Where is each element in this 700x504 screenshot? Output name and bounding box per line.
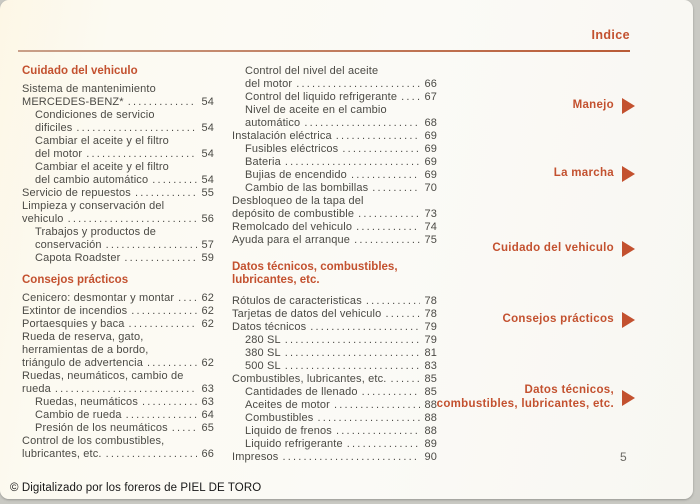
toc-entry-label: Rótulos de caracteristicas (232, 295, 362, 307)
toc-entry (232, 438, 437, 451)
toc-entry-label: Impresos (232, 451, 279, 463)
dot-leader (358, 208, 420, 221)
toc-entry-label: Cantidades de llenado (245, 386, 358, 398)
toc-entry (22, 200, 214, 213)
toc-entry (232, 425, 437, 438)
toc-entry-label: Bujias de encendido (245, 169, 347, 181)
toc-entry (22, 148, 214, 161)
toc-entry (232, 347, 437, 360)
dot-leader (142, 396, 197, 409)
section-tab-la-marcha (554, 166, 635, 182)
dot-leader (356, 221, 420, 234)
section-tab-text: Datos técnicos, combustibles, lubricantes, etc. (436, 384, 614, 410)
toc-entry (22, 109, 214, 122)
section-heading: Cuidado del vehiculo (22, 65, 138, 77)
toc-entry (22, 187, 214, 200)
toc-content (22, 61, 437, 464)
section-tab-text: La marcha (553, 167, 614, 180)
toc-entry (232, 360, 437, 373)
toc-entry-label: Sistema de mantenimiento (22, 83, 156, 95)
dot-leader (126, 409, 197, 422)
toc-entry-page: 54 (201, 122, 214, 134)
toc-entry-label: Cenicero: desmontar y montar (22, 292, 175, 304)
toc-entry-label: del motor (245, 78, 293, 90)
section-heading: Consejos prácticos (22, 274, 129, 286)
section-tab-consejos-pr-cticos (503, 312, 636, 328)
toc-entry (232, 156, 437, 169)
toc-entry-page: 62 (201, 305, 214, 317)
toc-entry (22, 174, 214, 187)
toc-entry (22, 213, 214, 226)
toc-entry-page: 78 (424, 295, 437, 307)
toc-entry-label: Ruedas, neumáticos (35, 396, 138, 408)
arrow-right-icon (622, 166, 635, 182)
toc-entry (22, 344, 214, 357)
toc-entry-label: Desbloqueo de la tapa del (232, 195, 364, 207)
dot-leader (385, 308, 420, 321)
toc-entry-label: Cambiar el aceite y el filtro (35, 135, 169, 147)
toc-entry-page: 74 (424, 221, 437, 233)
toc-entry-page: 65 (201, 422, 214, 434)
toc-entry-label: Ayuda para el arranque (232, 234, 351, 246)
toc-entry (232, 399, 437, 412)
toc-entry-label: Control del liquido refrigerante (245, 91, 398, 103)
toc-entry (22, 161, 214, 174)
toc-entry-label: rueda (22, 383, 51, 395)
toc-entry-label: Control de los combustibles, (22, 435, 165, 447)
dot-leader (129, 318, 197, 331)
toc-entry-page: 69 (424, 130, 437, 142)
toc-entry-label: depósito de combustible (232, 208, 355, 220)
section-tab-cuidado-del-vehiculo (492, 241, 635, 257)
toc-entry-label: 380 SL (245, 347, 281, 359)
dot-leader (310, 321, 420, 334)
toc-entry-label: Combustibles (245, 412, 314, 424)
toc-entry-page: 75 (424, 234, 437, 246)
toc-entry-label: Liquido refrigerante (245, 438, 343, 450)
dot-leader (304, 117, 420, 130)
arrow-right-icon (622, 312, 635, 328)
toc-entry (232, 104, 437, 117)
section-tab-text: Consejos prácticos (502, 313, 614, 326)
toc-entry (22, 331, 214, 344)
toc-entry (22, 383, 214, 396)
toc-entry-page: 63 (201, 396, 214, 408)
toc-entry-page: 90 (424, 451, 437, 463)
toc-entry (22, 252, 214, 265)
watermark-text: © Digitalizado por los foreros de PIEL DE TORO (10, 482, 262, 494)
dot-leader (172, 422, 197, 435)
toc-entry (22, 396, 214, 409)
toc-entry-page: 54 (201, 96, 214, 108)
toc-entry (22, 292, 214, 305)
toc-entry (232, 78, 437, 91)
toc-entry (22, 239, 214, 252)
dot-leader (124, 252, 197, 265)
toc-entry-page: 88 (424, 399, 437, 411)
toc-entry (22, 422, 214, 435)
dot-leader (390, 373, 420, 386)
toc-entry-page: 56 (201, 213, 214, 225)
dot-leader (135, 187, 197, 200)
toc-entry-label: Extintor de incendios (22, 305, 128, 317)
toc-entry-page: 81 (424, 347, 437, 359)
toc-entry (232, 373, 437, 386)
toc-entry-page: 59 (201, 252, 214, 264)
toc-entry (22, 305, 214, 318)
page-title: Indice (591, 28, 630, 42)
dot-leader (131, 305, 197, 318)
dot-leader (147, 357, 197, 370)
toc-entry (22, 96, 214, 109)
toc-entry-label: del cambio automático (35, 174, 149, 186)
toc-entry-page: 62 (201, 357, 214, 369)
dot-leader (336, 425, 420, 438)
dot-leader (401, 91, 420, 104)
toc-entry-label: Combustibles, lubricantes, etc. (232, 373, 387, 385)
toc-entry-label: dificiles (35, 122, 73, 134)
toc-entry-label: 280 SL (245, 334, 281, 346)
toc-entry-page: 62 (201, 318, 214, 330)
dot-leader (351, 169, 420, 182)
dot-leader (347, 438, 420, 451)
page-number: 5 (620, 450, 627, 464)
toc-entry-label: MERCEDES-BENZ* (22, 96, 124, 108)
toc-entry-label: Nivel de aceite en el cambio (245, 104, 387, 116)
toc-entry (232, 130, 437, 143)
toc-entry (232, 169, 437, 182)
dot-leader (68, 213, 197, 226)
section-tab-manejo (573, 98, 635, 114)
toc-entry (232, 208, 437, 221)
dot-leader (362, 386, 420, 399)
toc-entry-page: 69 (424, 143, 437, 155)
toc-entry-page: 64 (201, 409, 214, 421)
toc-entry-page: 78 (424, 308, 437, 320)
dot-leader (354, 234, 420, 247)
dot-leader (285, 360, 420, 373)
toc-entry (22, 448, 214, 461)
toc-entry-label: Tarjetas de datos del vehiculo (232, 308, 382, 320)
toc-entry (22, 122, 214, 135)
toc-entry-label: Cambio de rueda (35, 409, 122, 421)
toc-entry-page: 83 (424, 360, 437, 372)
toc-entry-page: 68 (424, 117, 437, 129)
toc-entry-page: 66 (201, 448, 214, 460)
toc-entry-label: Datos técnicos (232, 321, 307, 333)
toc-entry (22, 318, 214, 331)
section-tab-text: Manejo (572, 99, 614, 112)
toc-column-left (22, 61, 214, 464)
toc-entry (232, 412, 437, 425)
arrow-right-icon (622, 98, 635, 114)
dot-leader (336, 130, 420, 143)
dot-leader (55, 383, 197, 396)
toc-entry (232, 334, 437, 347)
toc-entry-page: 54 (201, 148, 214, 160)
toc-entry-label: Portaesquies y baca (22, 318, 125, 330)
toc-entry-label: herramientas de a bordo, (22, 344, 149, 356)
dot-leader (76, 122, 197, 135)
toc-entry-page: 55 (201, 187, 214, 199)
toc-entry-page: 89 (424, 438, 437, 450)
dot-leader (366, 295, 420, 308)
toc-entry (232, 117, 437, 130)
toc-entry-label: 500 SL (245, 360, 281, 372)
dot-leader (317, 412, 420, 425)
toc-entry-label: Limpieza y conservación del (22, 200, 165, 212)
arrow-right-icon (622, 390, 635, 406)
toc-entry-page: 79 (424, 321, 437, 333)
toc-entry (232, 65, 437, 78)
toc-entry-page: 66 (424, 78, 437, 90)
toc-entry-page: 88 (424, 412, 437, 424)
toc-entry-label: automático (245, 117, 301, 129)
dot-leader (285, 334, 420, 347)
toc-entry (232, 221, 437, 234)
toc-entry-page: 63 (201, 383, 214, 395)
toc-entry-label: Trabajos y productos de (35, 226, 157, 238)
dot-leader (178, 292, 197, 305)
toc-entry-label: Capota Roadster (35, 252, 121, 264)
toc-entry-label: Bateria (245, 156, 281, 168)
toc-entry-page: 69 (424, 169, 437, 181)
toc-entry-page: 73 (424, 208, 437, 220)
toc-entry-page: 69 (424, 156, 437, 168)
section-tab-text: Cuidado del vehiculo (492, 242, 614, 255)
toc-entry-label: Aceites de motor (245, 399, 330, 411)
toc-entry-page: 88 (424, 425, 437, 437)
toc-entry (232, 308, 437, 321)
toc-entry-label: Control del nivel del aceite (245, 65, 379, 77)
toc-entry (22, 83, 214, 96)
toc-entry (232, 451, 437, 464)
toc-entry-label: Rueda de reserva, gato, (22, 331, 144, 343)
dot-leader (152, 174, 197, 187)
arrow-right-icon (622, 241, 635, 257)
dot-leader (342, 143, 420, 156)
dot-leader (334, 399, 420, 412)
toc-entry (22, 135, 214, 148)
toc-entry-page: 85 (424, 373, 437, 385)
toc-entry-label: conservación (35, 239, 102, 251)
toc-entry-label: triángulo de advertencia (22, 357, 144, 369)
toc-entry-label: Cambiar el aceite y el filtro (35, 161, 169, 173)
dot-leader (86, 148, 197, 161)
toc-entry (22, 370, 214, 383)
toc-entry-label: Liquido de frenos (245, 425, 332, 437)
toc-entry-page: 54 (201, 174, 214, 186)
toc-entry-label: Ruedas, neumáticos, cambio de (22, 370, 184, 382)
toc-entry-label: del motor (35, 148, 83, 160)
toc-entry (22, 357, 214, 370)
dot-leader (296, 78, 420, 91)
dot-leader (128, 96, 197, 109)
toc-entry-label: Servicio de repuestos (22, 187, 131, 199)
dot-leader (106, 239, 197, 252)
toc-entry-label: vehiculo (22, 213, 64, 225)
toc-entry (22, 226, 214, 239)
toc-entry (232, 321, 437, 334)
section-tab-datos-t-cnicos (437, 384, 635, 411)
toc-entry-page: 70 (424, 182, 437, 194)
toc-entry (232, 182, 437, 195)
toc-entry-label: Presión de los neumáticos (35, 422, 168, 434)
toc-column-middle (232, 61, 437, 464)
toc-entry-label: Remolcado del vehiculo (232, 221, 353, 233)
toc-entry-page: 57 (201, 239, 214, 251)
toc-entry-label: Instalación eléctrica (232, 130, 332, 142)
toc-entry-page: 79 (424, 334, 437, 346)
dot-leader (285, 347, 420, 360)
toc-entry (232, 143, 437, 156)
toc-entry-page: 62 (201, 292, 214, 304)
toc-entry (232, 234, 437, 247)
toc-entry (232, 195, 437, 208)
toc-entry (22, 435, 214, 448)
toc-entry (232, 91, 437, 104)
toc-entry-label: Condiciones de servicio (35, 109, 155, 121)
dot-leader (106, 448, 197, 461)
toc-entry (232, 295, 437, 308)
header-divider (18, 50, 630, 52)
dot-leader (372, 182, 420, 195)
toc-entry-label: Fusibles eléctricos (245, 143, 339, 155)
section-heading: Datos técnicos, combustibles, lubricantes, etc. (232, 261, 398, 286)
dot-leader (282, 451, 420, 464)
toc-entry-page: 85 (424, 386, 437, 398)
toc-entry-label: lubricantes, etc. (22, 448, 102, 460)
toc-entry (22, 409, 214, 422)
toc-entry-page: 67 (424, 91, 437, 103)
dot-leader (285, 156, 420, 169)
toc-entry-label: Cambio de las bombillas (245, 182, 369, 194)
toc-entry (232, 386, 437, 399)
